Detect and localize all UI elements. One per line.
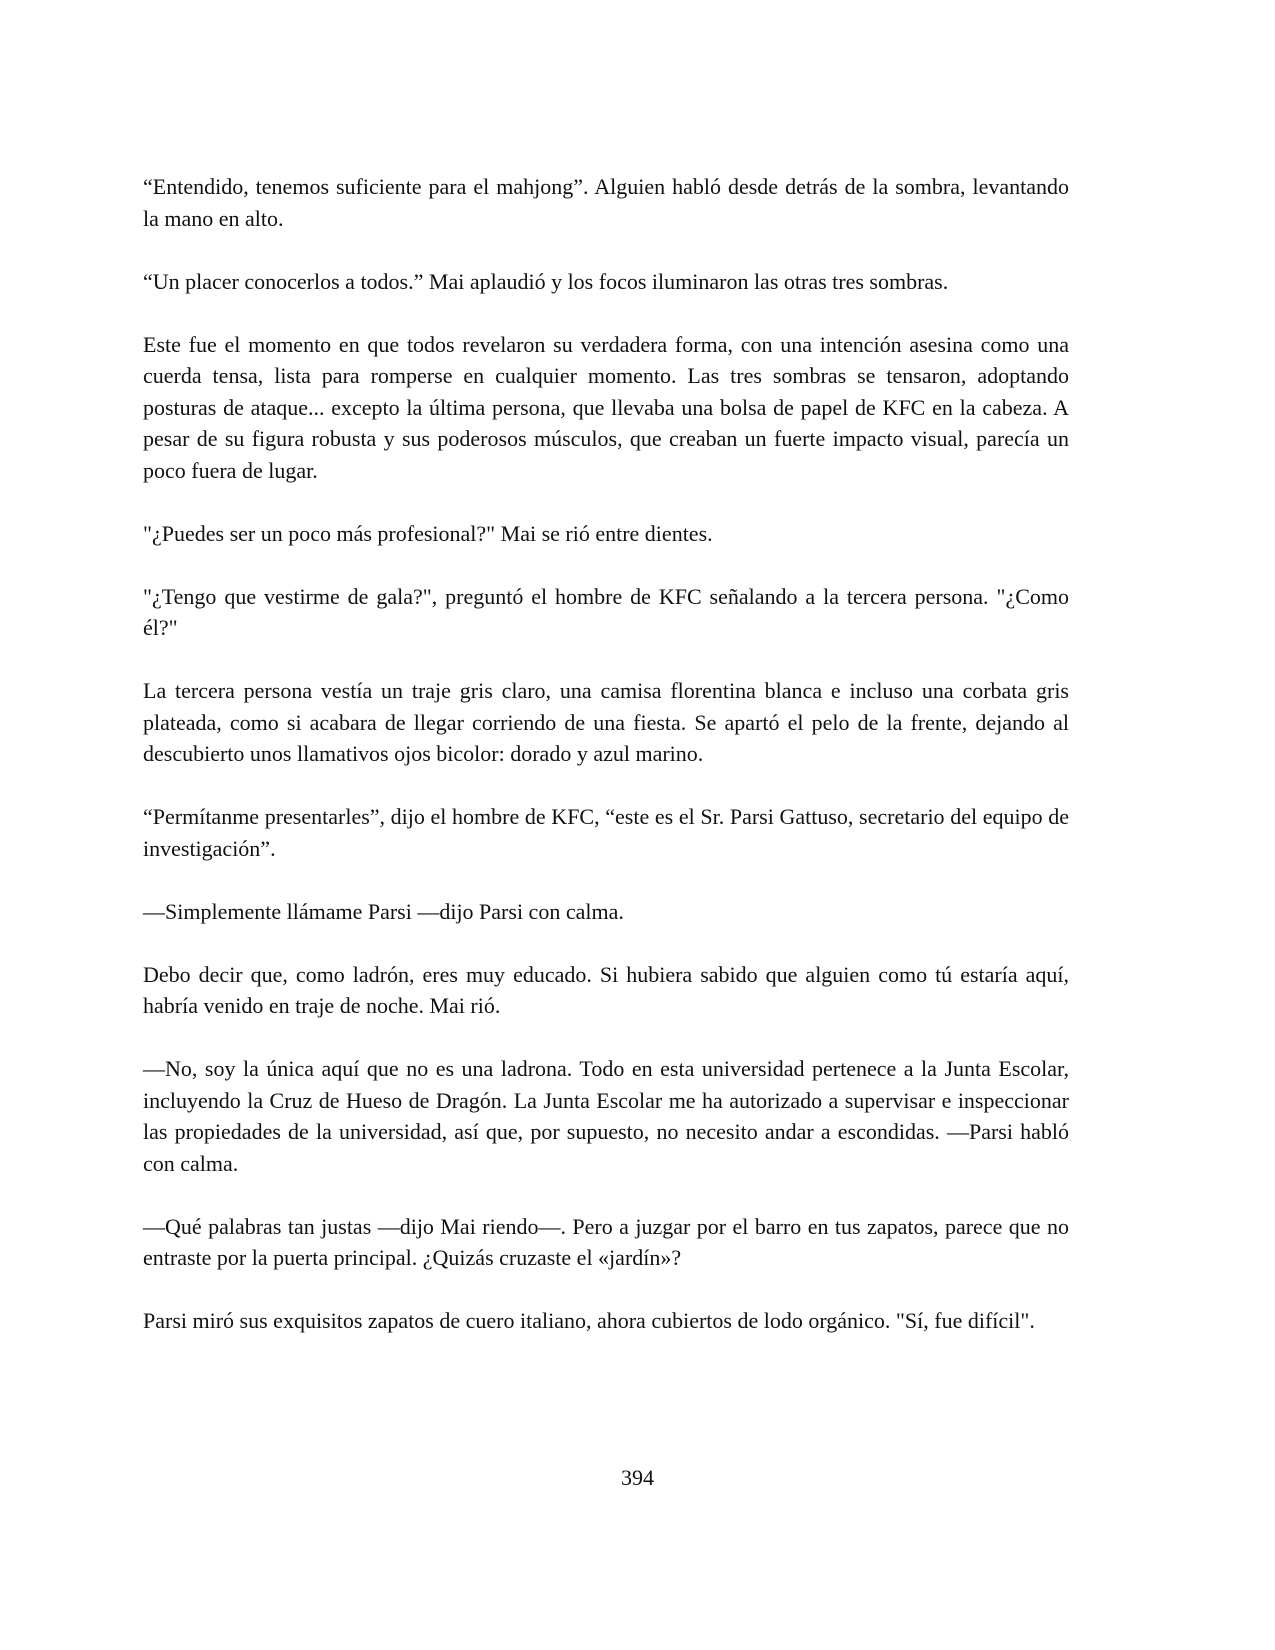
paragraph: Debo decir que, como ladrón, eres muy educado. Si hubiera sabido que alguien como tú estaría aquí, habría venido en traje de noche. Mai rió.	[143, 961, 1069, 1018]
paragraph: “Un placer conocerlos a todos.” Mai aplaudió y los focos iluminaron las otras tres sombras.	[143, 268, 949, 294]
paragraph: —Simplemente llámame Parsi —dijo Parsi con calma.	[143, 898, 624, 924]
page-number: 394	[621, 1465, 654, 1490]
paragraph: Parsi miró sus exquisitos zapatos de cuero italiano, ahora cubiertos de lodo orgánico. "Sí, fue difícil".	[143, 1308, 1035, 1333]
paragraph: Este fue el momento en que todos revelaron su verdadera forma, con una intención asesina como una cuerda tensa, lista para romperse en cualquier momento. Las tres sombras se tensaron, adoptando posturas de ataque... excepto la última persona, que llevaba una bolsa de papel de KFC en la cabeza. A pesar de su figura robusta y sus poderosos músculos, que creaban un fuerte impacto visual, parecía un poco fuera de lugar.	[143, 331, 1069, 483]
paragraph: —No, soy la única aquí que no es una ladrona. Todo en esta universidad pertenece a la Junta Escolar, incluyendo la Cruz de Hueso de Dragón. La Junta Escolar me ha autorizado a supervisar e inspeccionar las propiedades de la universidad, así que, por supuesto, no necesito andar a escondidas. —Parsi habló con calma.	[143, 1056, 1069, 1176]
paragraph: “Permítanme presentarles”, dijo el hombre de KFC, “este es el Sr. Parsi Gattuso, secretario del equipo de investigación”.	[143, 804, 1069, 861]
paragraph: "¿Puedes ser un poco más profesional?" Mai se rió entre dientes.	[143, 520, 713, 546]
paragraph: —Qué palabras tan justas —dijo Mai riendo—. Pero a juzgar por el barro en tus zapatos, parece que no entraste por la puerta principal. ¿Quizás cruzaste el «jardín»?	[143, 1213, 1069, 1270]
page-body	[143, 171, 1069, 1368]
paragraph: “Entendido, tenemos suficiente para el mahjong”. Alguien habló desde detrás de la sombra, levantando la mano en alto.	[143, 174, 1069, 231]
paragraph: La tercera persona vestía un traje gris claro, una camisa florentina blanca e incluso una corbata gris plateada, como si acabara de llegar corriendo de una fiesta. Se apartó el pelo de la frente, dejando al descubierto unos llamativos ojos bicolor: dorado y azul marino.	[143, 678, 1069, 766]
paragraph: "¿Tengo que vestirme de gala?", preguntó el hombre de KFC señalando a la tercera persona. "¿Como él?"	[143, 583, 1069, 640]
